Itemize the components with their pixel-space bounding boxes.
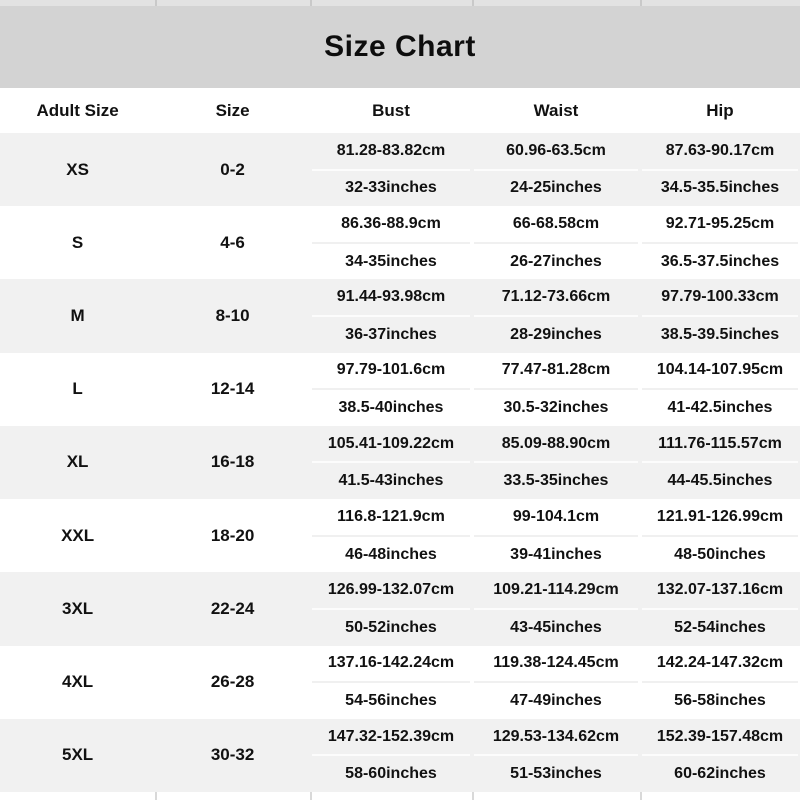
column-header-hip: Hip [706,100,734,120]
bust-inches-value: 38.5-40inches [338,399,444,417]
waist-cell [472,572,640,645]
adult-size-cell: XS [66,159,89,179]
size-cell: 30-32 [210,745,255,765]
bust-cell [310,353,472,426]
page-title: Size Chart [324,30,476,63]
waist-inches-value: 51-53inches [510,765,602,783]
hip-cm-value: 97.79-100.33cm [642,279,798,317]
column-divider-tick [472,792,474,800]
table-row [0,499,800,572]
hip-cell [640,572,800,645]
size-cell: 22-24 [210,598,255,618]
bust-cm-value: 81.28-83.82cm [312,133,470,171]
bust-inches-value: 50-52inches [345,618,437,636]
adult-size-cell: M [70,306,85,326]
column-header-size: Size [215,100,250,120]
hip-inches-value: 36.5-37.5inches [660,252,780,270]
bust-inches-value: 41.5-43inches [338,472,444,490]
size-cell: 16-18 [210,452,255,472]
waist-cm-value: 109.21-114.29cm [474,572,638,610]
waist-cm-value: 60.96-63.5cm [474,133,638,171]
bust-inches-value: 36-37inches [345,325,437,343]
hip-cm-value: 111.76-115.57cm [642,426,798,464]
table-body [0,133,800,792]
waist-inches-value: 33.5-35inches [503,472,609,490]
column-divider-tick [472,0,474,6]
hip-cell [640,206,800,279]
hip-cell [640,646,800,719]
size-cell: 26-28 [210,672,255,692]
table-row [0,206,800,279]
waist-cm-value: 71.12-73.66cm [474,279,638,317]
adult-size-cell: 4XL [62,672,94,692]
hip-inches-value: 48-50inches [674,545,766,563]
table-row [0,426,800,499]
hip-inches-value: 38.5-39.5inches [660,325,780,343]
waist-cell [472,133,640,206]
bust-cell [310,719,472,792]
bust-cm-value: 91.44-93.98cm [312,279,470,317]
bust-cm-value: 97.79-101.6cm [312,353,470,391]
hip-inches-value: 60-62inches [674,765,766,783]
table-row [0,133,800,206]
hip-inches-value: 34.5-35.5inches [660,179,780,197]
waist-inches-value: 47-49inches [510,691,602,709]
title-band [0,6,800,88]
table-row [0,279,800,352]
bust-inches-value: 34-35inches [345,252,437,270]
waist-cell [472,719,640,792]
table-header-row [0,88,800,133]
hip-inches-value: 52-54inches [674,618,766,636]
adult-size-cell: 5XL [62,745,94,765]
bust-cm-value: 126.99-132.07cm [312,572,470,610]
waist-cell [472,426,640,499]
column-divider-tick [640,792,642,800]
hip-cm-value: 121.91-126.99cm [642,499,798,537]
bust-cm-value: 86.36-88.9cm [312,206,470,244]
size-cell: 18-20 [210,525,255,545]
table-row [0,646,800,719]
column-divider-tick [155,0,157,6]
hip-cell [640,353,800,426]
table-row [0,353,800,426]
bust-cell [310,279,472,352]
waist-inches-value: 39-41inches [510,545,602,563]
bust-inches-value: 32-33inches [345,179,437,197]
bust-cell [310,499,472,572]
bust-cell [310,426,472,499]
bust-inches-value: 54-56inches [345,691,437,709]
bust-cell [310,206,472,279]
waist-cm-value: 66-68.58cm [474,206,638,244]
size-cell: 0-2 [220,159,245,179]
hip-cm-value: 142.24-147.32cm [642,646,798,684]
bust-cm-value: 105.41-109.22cm [312,426,470,464]
bust-inches-value: 58-60inches [345,765,437,783]
adult-size-cell: S [71,232,84,252]
bust-cm-value: 137.16-142.24cm [312,646,470,684]
waist-inches-value: 24-25inches [510,179,602,197]
bust-cell [310,572,472,645]
hip-cell [640,426,800,499]
waist-cm-value: 129.53-134.62cm [474,719,638,757]
waist-cell [472,206,640,279]
column-divider-tick [640,0,642,6]
waist-cm-value: 77.47-81.28cm [474,353,638,391]
waist-cell [472,646,640,719]
hip-cm-value: 92.71-95.25cm [642,206,798,244]
hip-inches-value: 44-45.5inches [667,472,773,490]
column-divider-tick [310,792,312,800]
hip-inches-value: 41-42.5inches [667,399,773,417]
waist-cell [472,499,640,572]
waist-cell [472,279,640,352]
hip-cm-value: 104.14-107.95cm [642,353,798,391]
table-bottom-edge [0,792,800,800]
table-top-edge [0,0,800,6]
column-divider-tick [310,0,312,6]
size-cell: 4-6 [220,232,245,252]
hip-cm-value: 87.63-90.17cm [642,133,798,171]
table-row [0,572,800,645]
waist-cell [472,353,640,426]
hip-cm-value: 152.39-157.48cm [642,719,798,757]
waist-inches-value: 26-27inches [510,252,602,270]
hip-inches-value: 56-58inches [674,691,766,709]
size-cell: 12-14 [210,379,255,399]
adult-size-cell: XXL [61,525,95,545]
column-header-waist: Waist [533,100,579,120]
bust-cell [310,133,472,206]
column-divider-tick [155,792,157,800]
waist-inches-value: 28-29inches [510,325,602,343]
hip-cell [640,279,800,352]
hip-cell [640,499,800,572]
hip-cell [640,719,800,792]
column-header-bust: Bust [372,100,410,120]
table-row [0,719,800,792]
adult-size-cell: XL [66,452,89,472]
bust-cm-value: 147.32-152.39cm [312,719,470,757]
adult-size-cell: L [72,379,83,399]
waist-inches-value: 43-45inches [510,618,602,636]
waist-cm-value: 119.38-124.45cm [474,646,638,684]
adult-size-cell: 3XL [62,598,94,618]
hip-cm-value: 132.07-137.16cm [642,572,798,610]
waist-cm-value: 85.09-88.90cm [474,426,638,464]
bust-inches-value: 46-48inches [345,545,437,563]
size-cell: 8-10 [215,306,250,326]
waist-inches-value: 30.5-32inches [503,399,609,417]
waist-cm-value: 99-104.1cm [474,499,638,537]
bust-cell [310,646,472,719]
hip-cell [640,133,800,206]
bust-cm-value: 116.8-121.9cm [312,499,470,537]
column-header-adult-size: Adult Size [36,100,119,120]
